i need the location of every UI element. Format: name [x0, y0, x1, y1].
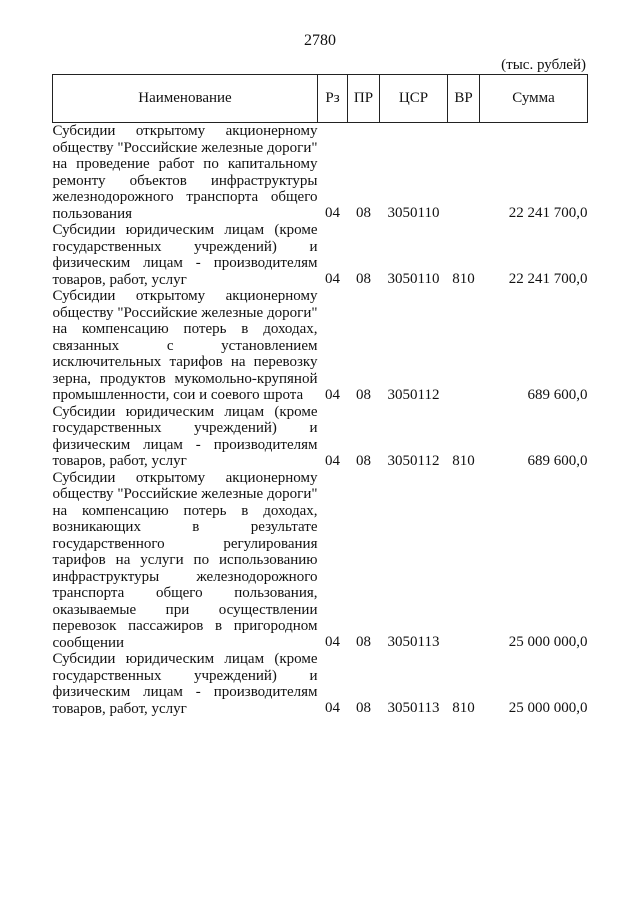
row-vr: 810	[452, 271, 475, 287]
row-csr: 3050113	[387, 700, 440, 716]
row-rz: 04	[325, 452, 340, 469]
row-vr: 810	[452, 452, 475, 469]
row-pr: 08	[356, 452, 371, 469]
row-pr: 08	[356, 205, 371, 221]
table-header-row	[53, 75, 588, 123]
row-name: Субсидии открытому акционерному обществу "Российские железные дороги" на проведение работ по капитальному ремонту объектов инфраструктуры железнодорожного транспорта общего пользования	[52, 123, 318, 222]
header-pr: ПР	[348, 75, 380, 123]
table-row	[53, 470, 588, 652]
row-rz: 04	[325, 271, 340, 287]
row-csr: 3050112	[387, 386, 440, 403]
row-pr: 08	[356, 634, 371, 650]
row-vr	[448, 123, 480, 223]
budget-table	[52, 74, 588, 717]
row-rz: 04	[325, 700, 340, 716]
header-csr: ЦСР	[380, 75, 448, 123]
page-number: 2780	[304, 32, 336, 49]
header-name: Наименование	[53, 75, 318, 123]
row-vr	[448, 470, 480, 652]
header-vr: ВР	[448, 75, 480, 123]
table-row	[53, 222, 588, 288]
table-row	[53, 404, 588, 470]
table-row	[53, 288, 588, 404]
row-name: Субсидии юридическим лицам (кроме государственных учреждений) и физическим лицам - производителям товаров, работ, услуг	[52, 403, 318, 469]
row-sum: 25 000 000,0	[508, 700, 588, 716]
row-name: Субсидии юридическим лицам (кроме государственных учреждений) и физическим лицам - производителям товаров, работ, услуг	[52, 222, 318, 288]
row-rz: 04	[325, 386, 340, 403]
row-sum: 689 600,0	[527, 452, 588, 469]
units-label: (тыс. рублей)	[501, 57, 586, 73]
row-sum: 22 241 700,0	[508, 271, 588, 287]
row-pr: 08	[356, 271, 371, 287]
row-vr	[448, 288, 480, 404]
row-sum: 22 241 700,0	[508, 205, 588, 221]
header-rz: Рз	[318, 75, 348, 123]
row-name: Субсидии открытому акционерному обществу "Российские железные дороги" на компенсацию потерь в доходах, связанных с установлением исключительных тарифов на перевозку зерна, продуктов мукомольно-крупяной промышленности, сои и соевого шрота	[52, 288, 318, 403]
row-sum: 25 000 000,0	[508, 634, 588, 650]
row-vr: 810	[452, 700, 475, 716]
row-csr: 3050110	[387, 271, 440, 287]
table-row	[53, 651, 588, 717]
row-csr: 3050110	[387, 205, 440, 221]
row-csr: 3050112	[387, 452, 440, 469]
row-name: Субсидии открытому акционерному обществу "Российские железные дороги" на компенсацию потерь в доходах, возникающих в результате государственного регулирования тарифов на услуги по использованию инфраструктуры железнодорожного транспорта общего пользования, оказываемые при осуществлении перевозок пассажиров в пригородном сообщении	[52, 469, 318, 651]
row-rz: 04	[325, 205, 340, 221]
row-csr: 3050113	[387, 634, 440, 650]
row-pr: 08	[356, 700, 371, 716]
row-rz: 04	[325, 634, 340, 650]
row-name: Субсидии юридическим лицам (кроме государственных учреждений) и физическим лицам - производителям товаров, работ, услуг	[52, 651, 318, 717]
row-pr: 08	[356, 386, 371, 403]
table-row	[53, 123, 588, 223]
row-sum: 689 600,0	[527, 386, 588, 403]
header-sum: Сумма	[480, 75, 588, 123]
